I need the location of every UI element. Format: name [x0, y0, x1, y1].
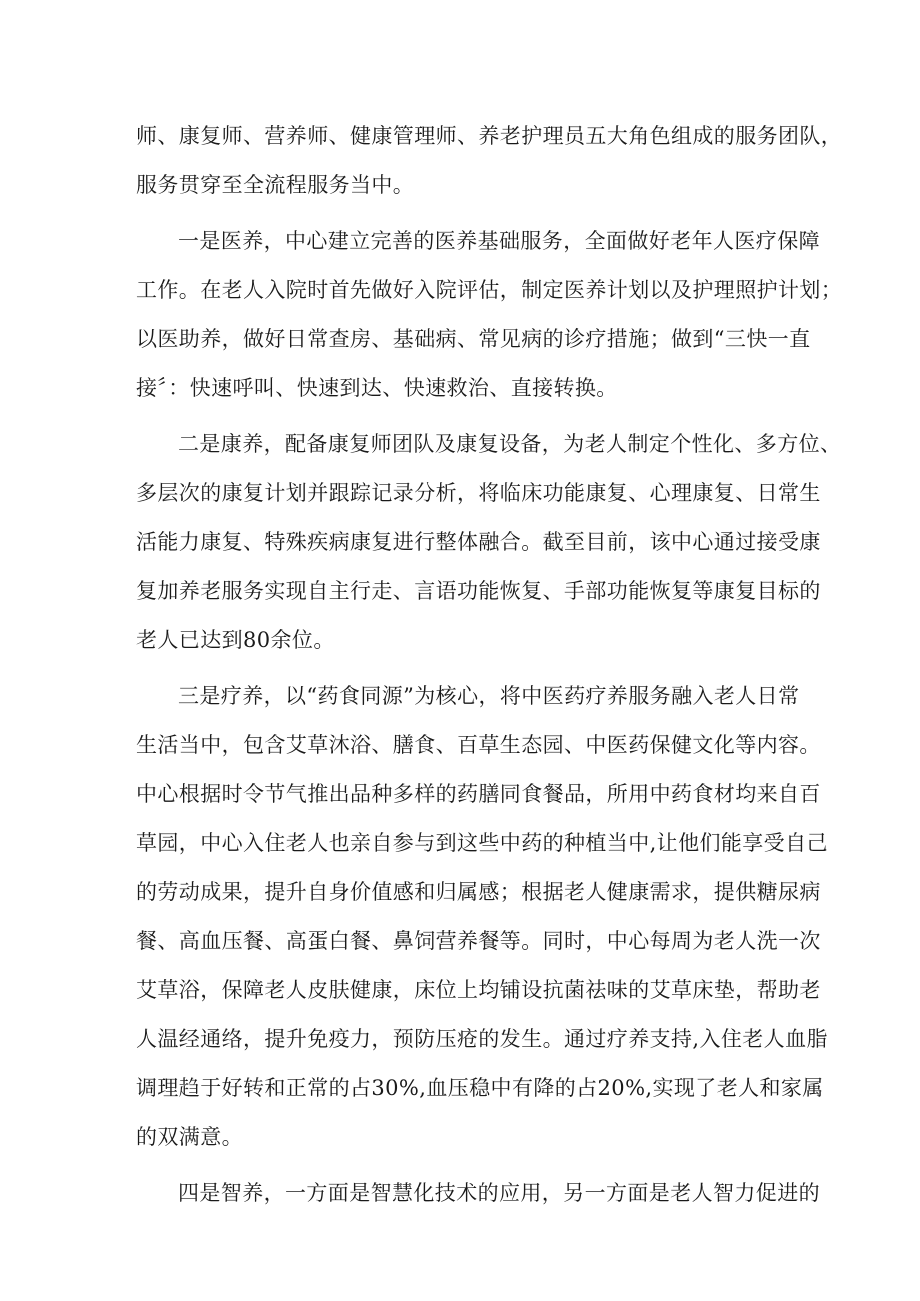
text-line: 工作。在老人入院时首先做好入院评估，制定医养计划以及护理照护计划；: [136, 278, 843, 302]
text-line: 二是康养，配备康复师团队及康复设备，为老人制定个性化、多方位、: [178, 432, 842, 456]
text-line: 多层次的康复计划并跟踪记录分析，将临床功能康复、心理康复、日常生: [136, 481, 821, 505]
text-line: 人温经通络，提升免疫力，预防压疮的发生。通过疗养支持,入住老人血脂: [136, 1027, 828, 1051]
text-line: 生活当中，包含艾草沐浴、膳食、百草生态园、中医药保健文化等内容。: [136, 733, 821, 757]
text-line: 的双满意。: [136, 1125, 243, 1149]
paragraph-spacer: [136, 413, 796, 420]
text-line: 接〞：快速呼叫、快速到达、快速救治、直接转换。: [136, 376, 618, 400]
paragraph: [136, 112, 843, 210]
paragraph-spacer: [136, 1162, 796, 1169]
text-line: 餐、高血压餐、高蛋白餐、鼻饲营养餐等。同时，中心每周为老人洗一次: [136, 929, 821, 953]
text-line: 中心根据时令节气推出品种多样的药膳同食餐品，所用中药食材均来自百: [136, 782, 821, 806]
text-line: 服务贯穿至全流程服务当中。: [136, 173, 415, 197]
paragraph: [136, 1169, 820, 1218]
paragraph-spacer: [136, 210, 796, 217]
text-line: 草园，中心入住老人也亲自参与到这些中药的种植当中,让他们能享受自己: [136, 831, 828, 855]
text-line: 艾草浴，保障老人皮肤健康，床位上均铺设抗菌祛味的艾草床垫，帮助老: [136, 978, 821, 1002]
text-line: 调理趋于好转和正常的占30%,血压稳中有降的占20%,实现了老人和家属: [136, 1076, 824, 1100]
paragraph: [136, 672, 828, 1162]
text-line: 的劳动成果，提升自身价值感和归属感；根据老人健康需求，提供糖尿病: [136, 880, 821, 904]
text-line: 三是疗养，以“药食同源”为核心，将中医药疗养服务融入老人日常: [178, 684, 800, 708]
text-line: 四是智养，一方面是智慧化技术的应用，另一方面是老人智力促进的: [178, 1181, 820, 1205]
text-line: 复加养老服务实现自主行走、言语功能恢复、手部功能恢复等康复目标的: [136, 579, 821, 603]
text-line: 师、康复师、营养师、健康管理师、养老护理员五大角色组成的服务团队，: [136, 124, 843, 148]
text-line: 以医助养，做好日常查房、基础病、常见病的诊疗措施；做到“三快一直: [136, 327, 811, 351]
document-page: [136, 112, 843, 1218]
paragraph-spacer: [136, 665, 796, 672]
paragraph: [136, 420, 842, 665]
paragraph: [136, 217, 843, 413]
text-line: 老人已达到80余位。: [136, 628, 335, 652]
text-line: 活能力康复、特殊疾病康复进行整体融合。截至目前，该中心通过接受康: [136, 530, 821, 554]
text-line: 一是医养，中心建立完善的医养基础服务，全面做好老年人医疗保障: [178, 229, 820, 253]
